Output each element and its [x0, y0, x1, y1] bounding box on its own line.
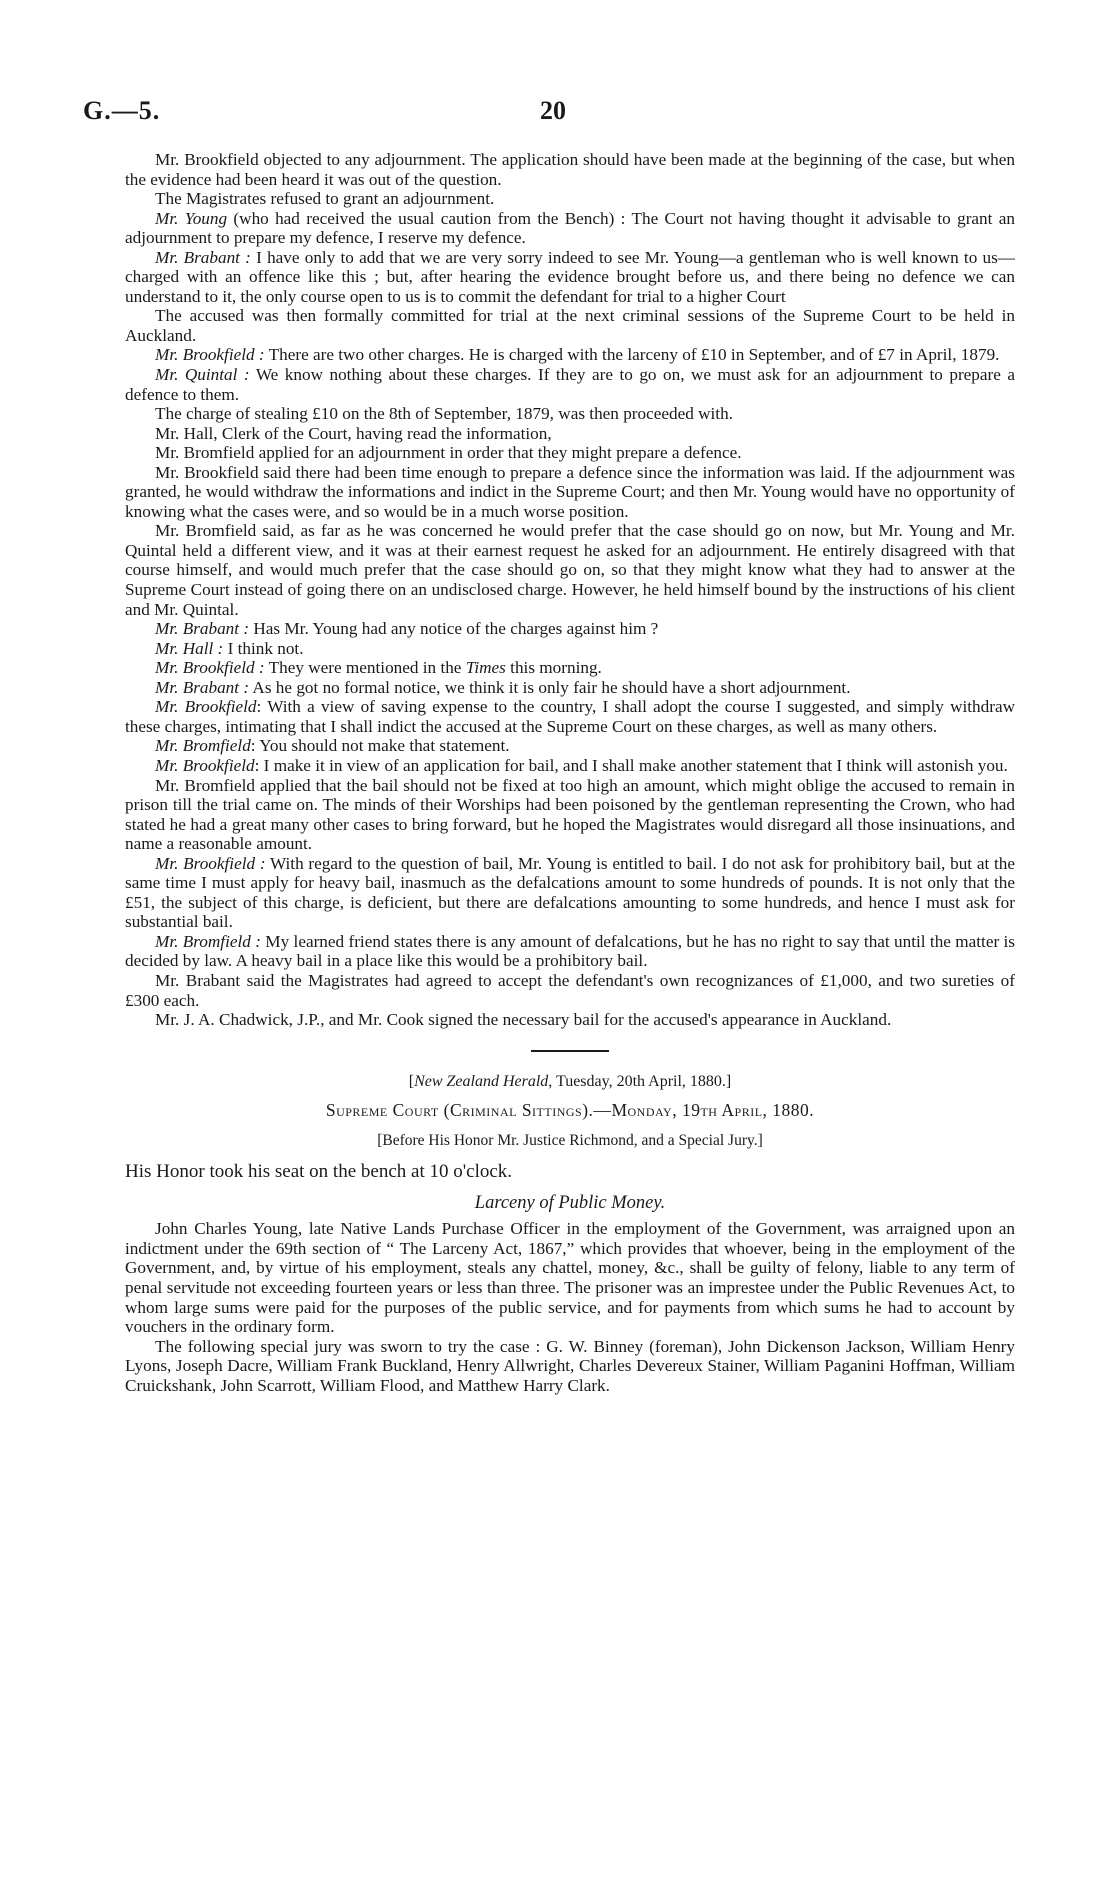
paragraph	[125, 463, 1015, 522]
paragraph-text: I have only to add that we are very sorry indeed to see Mr. Young—a gentleman who is well known to us—charged with an offence like this ; but, after hearing the evidence brought before us, and there being no defence we can understand to it, the only course open to us is to commit the defendant for trial to a higher Court	[125, 247, 1015, 306]
paragraph-text: Mr. J. A. Chadwick, J.P., and Mr. Cook signed the necessary bail for the accused's appearance in Auckland.	[155, 1010, 892, 1030]
paragraph-text: Has Mr. Young had any notice of the charges against him ?	[249, 619, 659, 639]
page-number: 20	[540, 96, 566, 125]
source-citation	[125, 1072, 1015, 1092]
paragraph-text: Mr. Brookfield said there had been time enough to prepare a defence since the information was laid. If the adjournment was granted, he would withdraw the informations and indict in the Supreme Court; and then Mr. Young would have no opportunity of knowing what the cases were, and so would be in a much worse position.	[125, 462, 1015, 521]
paragraph	[125, 776, 1015, 854]
paragraph-text: The Magistrates refused to grant an adjournment.	[155, 189, 495, 209]
paragraph-text: With regard to the question of bail, Mr. Young is entitled to bail. I do not ask for prohibitory bail, but at the same time I must apply for heavy bail, inasmuch as the defalcations amount to some hundreds of pounds. It is not only that the £51, the subject of this charge, is deficient, but there are defalcations amounting to some hundreds, and hence I must ask for substantial bail.	[125, 853, 1015, 932]
court-session-line	[125, 1101, 1015, 1121]
paragraph	[125, 1337, 1015, 1396]
paragraph	[125, 189, 1015, 209]
court-line-part: (	[438, 1100, 450, 1121]
paragraph	[125, 345, 1015, 365]
paragraph	[125, 658, 1015, 678]
paragraph-text: this morning.	[505, 658, 602, 678]
paragraph-text: Mr. Bromfield applied for an adjournment in order that they might prepare a defence.	[155, 443, 742, 463]
paragraph	[125, 404, 1015, 424]
series-reference: G.—5.	[83, 96, 161, 125]
paragraph-text: The following special jury was sworn to try the case : G. W. Binney (foreman), John Dickenson Jackson, William Henry Lyons, Joseph Dacre, William Frank Buckland, Henry Allwright, Charles Devereux Stainer, William Paganini Hoffman, William Cruickshank, John Scarrott, William Flood, and Matthew Harry Clark.	[125, 1336, 1015, 1395]
paragraph-text: Mr. Bromfield said, as far as he was concerned he would prefer that the case should go on now, but Mr. Young and Mr. Quintal held a different view, and it was at their earnest request he asked for an adjournment. He entirely disagreed with that course himself, and would much prefer that the case should go on, so that they might know what they had to answer at the Supreme Court instead of going there on an undisclosed charge. However, he held himself bound by the instructions of his client and Mr. Quintal.	[125, 521, 1015, 619]
court-line-part: ).—	[582, 1100, 612, 1121]
speaker-name: Mr. Brabant :	[155, 677, 250, 697]
paragraph	[125, 424, 1015, 444]
speaker-name: Mr. Brabant :	[155, 619, 250, 639]
paragraph	[125, 1010, 1015, 1030]
speaker-name: Mr. Brookfield :	[155, 853, 266, 873]
paragraph	[125, 736, 1015, 756]
speaker-name: Mr. Brabant :	[155, 247, 251, 267]
speaker-name: Mr. Brookfield	[155, 755, 255, 775]
court-line-part: Monday, 19th April	[611, 1100, 763, 1121]
court-line-part: , 1880.	[762, 1100, 815, 1121]
citation-newspaper: New Zealand Herald	[414, 1072, 549, 1090]
speaker-name: Mr. Quintal :	[155, 365, 250, 385]
paragraph-text: Mr. Bromfield applied that the bail should not be fixed at too high an amount, which might oblige the accused to remain in prison till the trial came on. The minds of their Worships had been poisoned by the gentleman representing the Crown, who had stated he had a great many other cases to bring forward, but he hoped the Magistrates would disregard all those insinuations, and name a reasonable amount.	[125, 775, 1015, 854]
court-line-part: Supreme Court	[325, 1100, 439, 1121]
speaker-name: Mr. Young	[155, 208, 228, 228]
paragraph	[125, 306, 1015, 345]
page-body	[125, 150, 1015, 1395]
section-divider	[531, 1050, 609, 1052]
paragraph-text: We know nothing about these charges. If they are to go on, we must ask for an adjournment to prepare a defence to them.	[125, 365, 1016, 404]
paragraph-text: There are two other charges. He is charged with the larceny of £10 in September, and of £7 in April, 1879.	[264, 345, 1000, 365]
paragraph-text: As he got no formal notice, we think it is only fair he should have a short adjournment.	[249, 677, 851, 697]
speaker-name: Mr. Bromfield	[155, 736, 251, 756]
paragraph-text: They were mentioned in the	[264, 658, 466, 678]
paragraph	[125, 932, 1015, 971]
honor-line: His Honor took his seat on the bench at 10 o'clock.	[125, 1161, 513, 1183]
paragraph-text: My learned friend states there is any amount of defalcations, but he has no right to say that until the matter is decided by law. A heavy bail in a place like this would be a prohibitory bail.	[125, 931, 1015, 971]
paragraph	[125, 443, 1015, 463]
paragraph	[125, 697, 1015, 736]
supreme-court-proceedings	[125, 1219, 1015, 1395]
speaker-name: Mr. Brookfield	[155, 697, 257, 717]
paragraph	[125, 854, 1015, 932]
paragraph-text: John Charles Young, late Native Lands Purchase Officer in the employment of the Government, was arraigned upon an indictment under the 69th section of “ The Larceny Act, 1867,” which provides that whoever, being in the employment of the Government, and, by virtue of his employment, steals any chattel, money, &c., shall be guilty of felony, liable to any term of penal servitude not exceeding fourteen years or less than three. The prisoner was an imprestee under the Public Revenues Act, to whom large sums were paid for the purposes of the public service, and for payments from which sums he had to account by vouchers in the ordinary form.	[125, 1219, 1015, 1337]
paragraph-text: : With a view of saving expense to the country, I shall adopt the course I suggested, and simply withdraw these charges, intimating that I shall indict the accused at the Supreme Court on these charges, as well as many others.	[125, 697, 1015, 736]
speaker-name: Mr. Brookfield :	[155, 658, 265, 678]
paragraph	[125, 619, 1015, 639]
paragraph-text: : You should not make that statement.	[250, 736, 510, 756]
case-heading: Larceny of Public Money.	[474, 1192, 666, 1213]
speaker-name: Mr. Brookfield :	[155, 345, 265, 365]
speaker-name: Mr. Hall :	[155, 638, 224, 658]
paragraph	[125, 678, 1015, 698]
paragraph-text: Mr. Brabant said the Magistrates had agreed to accept the defendant's own recognizances of £1,000, and two sureties of £300 each.	[125, 970, 1015, 1010]
paragraph	[125, 209, 1015, 248]
paragraph	[125, 756, 1015, 776]
citation-open: [	[408, 1072, 415, 1090]
paragraph	[125, 639, 1015, 659]
paragraph	[125, 1219, 1015, 1336]
paragraph	[125, 521, 1015, 619]
paragraph-text: Mr. Brookfield objected to any adjournment. The application should have been made at the beginning of the case, but when the evidence had been heard it was out of the question.	[125, 150, 1015, 189]
speaker-name: Times	[465, 658, 506, 678]
paragraph	[125, 248, 1015, 307]
paragraph-text: I think not.	[223, 638, 304, 658]
paragraph	[125, 365, 1015, 404]
paragraph-text: Mr. Hall, Clerk of the Court, having read the information,	[155, 423, 552, 443]
paragraph-text: : I make it in view of an application for bail, and I shall make another statement that I think will astonish you.	[254, 755, 1008, 775]
paragraph	[125, 150, 1015, 189]
court-line-part: Criminal Sittings	[449, 1100, 583, 1121]
paragraph-text: The accused was then formally committed for trial at the next criminal sessions of the Supreme Court to be held in Auckland.	[125, 306, 1015, 345]
paragraph-text: (who had received the usual caution from the Bench) : The Court not having thought it advisable to grant an adjournment to prepare my defence, I reserve my defence.	[125, 208, 1015, 248]
citation-date: , Tuesday, 20th April, 1880.]	[548, 1072, 732, 1090]
speaker-name: Mr. Bromfield :	[155, 931, 261, 951]
magistrates-proceedings	[125, 150, 1015, 1030]
paragraph	[125, 971, 1015, 1010]
paragraph-text: The charge of stealing £10 on the 8th of September, 1879, was then proceeded with.	[155, 404, 733, 424]
judge-line: [Before His Honor Mr. Justice Richmond, and a Special Jury.]	[377, 1131, 763, 1149]
